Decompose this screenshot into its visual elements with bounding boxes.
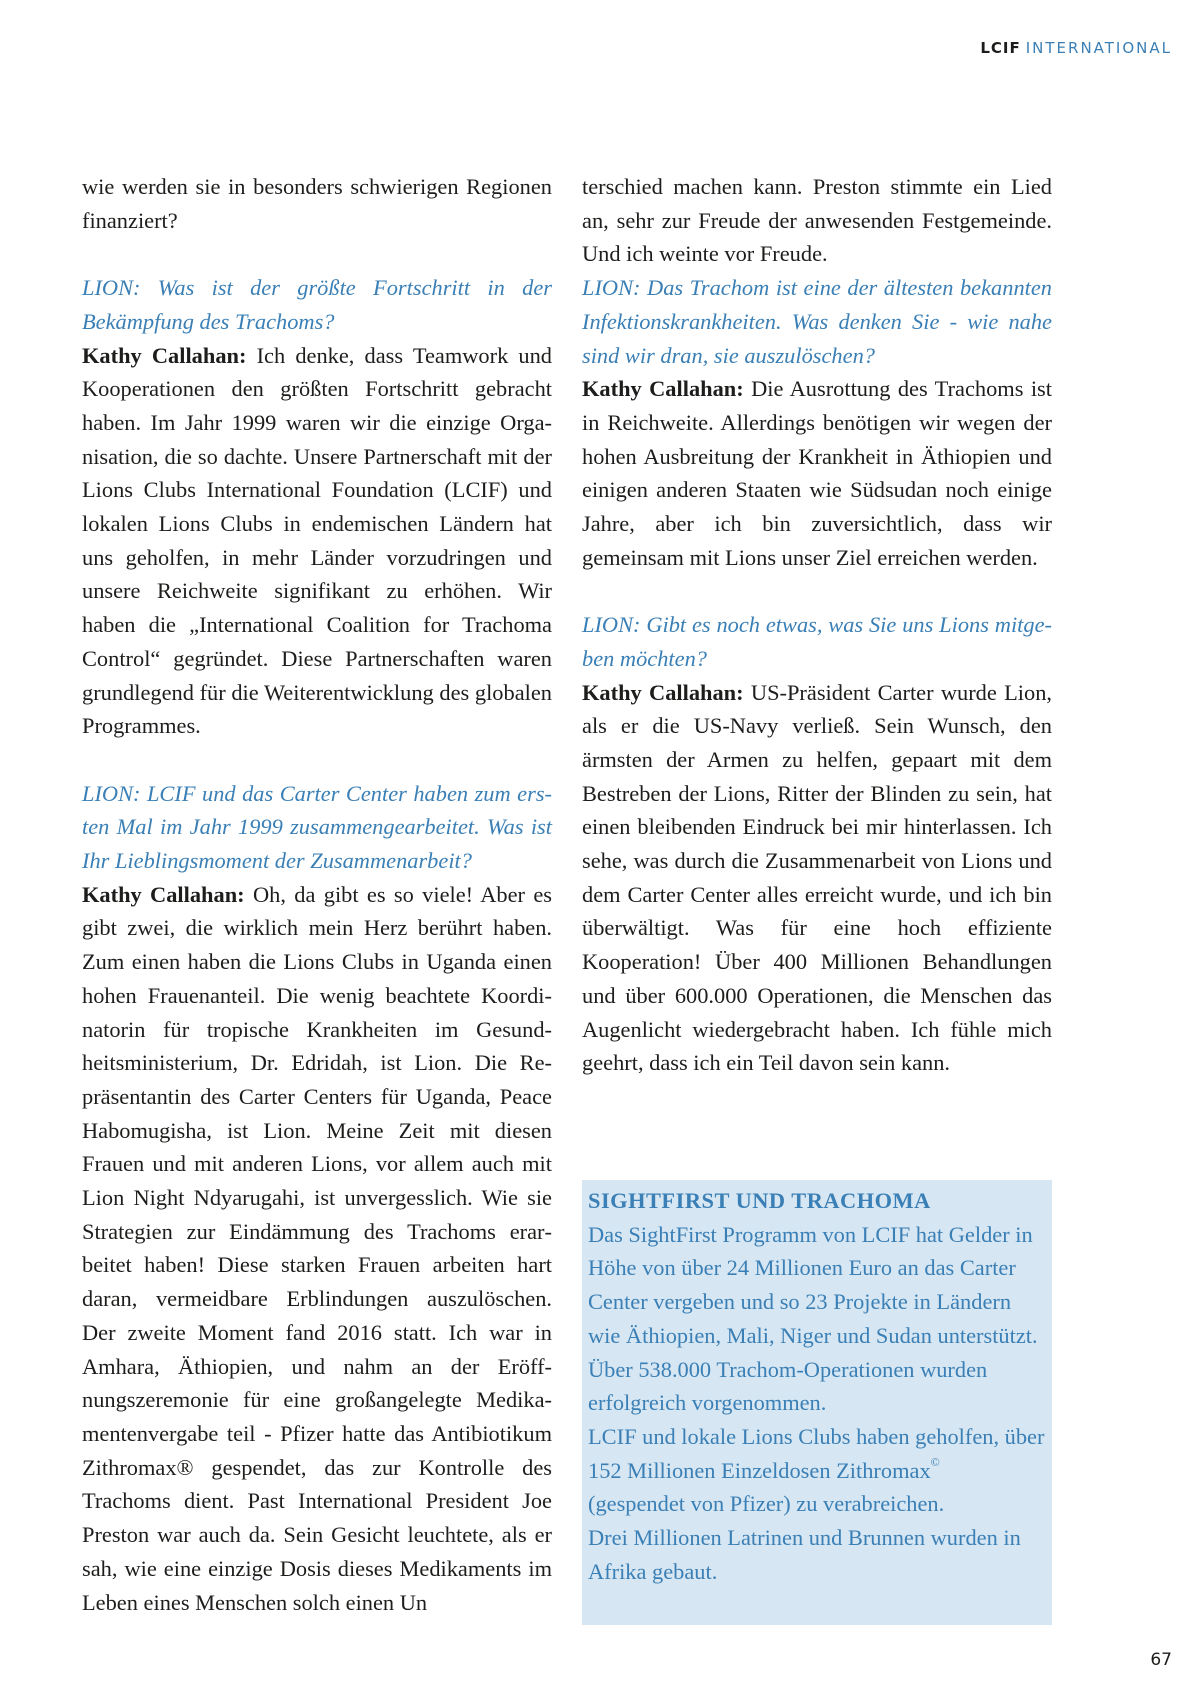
- paragraph-continuation: wie werden sie in besonders schwierigen Regionen finanziert?: [82, 174, 552, 233]
- interview-question: LION: Was ist der größte Fortschritt in der Bekämpfung des Trachoms?: [82, 275, 552, 334]
- info-box-text: (gespendet von Pfizer) zu verabreichen.: [588, 1491, 945, 1517]
- answer-text: Oh, da gibt es so viele! Aber es gibt zwei, die wirklich mein Herz berührt haben. Zum einen haben die Lions Clubs in Uganda einen hohen Frauenanteil. Die wenig beachtete Koordinatorin für tropische Krankheiten im Gesundheitsministerium, Dr. Edridah, ist Lion. Die Repräsentantin des Carter Centers für Uganda, Peace Habomugisha, ist Lion. Meine Zeit mit diesen Frauen und mit anderen Lions, vor allem auch mit Lion Night Ndyarugahi, ist unvergesslich. Wie sie Strategien zur Eindämmung des Trachoms erarbeitet haben! Diese starken Frauen arbeiten hart daran, vermeidbare Erblindungen auszulöschen. Der zweite Moment fand 2016 statt. Ich war in Amhara, Äthiopien, und nahm an der Eröffnungszeremonie für eine großangelegte Medikamentenvergabe teil - Pfizer hatte das Antibiotikum Zithromax® gespendet, das zur Kontrolle des Trachoms dient. Past International President Joe Preston war auch da. Sein Gesicht leuchtete, als er sah, wie eine einzige Dosis dieses Medikaments im Leben eines Menschen solch einen Un: [82, 881, 552, 1615]
- interview-question: LION: Das Trachom ist eine der ältesten bekannten Infektionskrankheiten. Was denken Sie - wie nahe sind wir dran, sie auszulöschen?: [582, 275, 1052, 368]
- answer-text: Ich denke, dass Teamwork und Kooperationen den größten Fortschritt gebracht haben. Im Jahr 1999 waren wir die einzige Organisation, die so dachte. Unsere Partnerschaft mit der Lions Clubs International Foundation (LCIF) und lokalen Lions Clubs in endemischen Ländern hat uns geholfen, in mehr Länder vorzudringen und unsere Reichweite signifikant zu erhöhen. Wir haben die „International Coalition for Trachoma Control“ gegründet. Diese Partnerschaften waren grundlegend für die Weiterentwicklung des globalen Programmes.: [82, 342, 552, 739]
- info-box-paragraph: Das SightFirst Programm von LCIF hat Gelder in Höhe von über 24 Millionen Euro an das Carter Center vergeben und so 23 Projekte in Ländern wie Äthiopien, Mali, Niger und Sudan unterstützt.: [588, 1221, 1038, 1348]
- header-section: INTERNATIONAL: [1025, 39, 1172, 57]
- interview-answer: [82, 339, 552, 743]
- running-header: [980, 38, 1172, 58]
- info-box-text: LCIF und lokale Lions Clubs haben geholfen, über 152 Millionen Einzeldosen Zithromax: [588, 1423, 1045, 1483]
- interview-answer: [82, 878, 552, 1619]
- interview-answer: [582, 372, 1052, 574]
- interview-question: LION: LCIF und das Carter Center haben zum ersten Mal im Jahr 1999 zusammengearbeitet. Was ist Ihr Lieblingsmoment der Zusammenarbeit?: [82, 780, 552, 874]
- speaker-name: Kathy Callahan:: [82, 342, 247, 368]
- answer-text: Die Ausrottung des Trachoms ist in Reichweite. Allerdings benötigen wir wegen der hohen Ausbreitung der Krankheit in Äthiopien und einigen anderen Staaten wie Südsudan noch einige Jahre, aber ich bin zuversichtlich, dass wir gemeinsam mit Lions unser Ziel erreichen werden.: [582, 376, 1052, 570]
- answer-continuation: terschied machen kann. Preston stimmte ein Lied an, sehr zur Freude der anwesenden Festgemeinde. Und ich weinte vor Freude.: [582, 174, 1052, 267]
- header-brand: LCIF: [980, 39, 1021, 57]
- info-box-paragraph: Drei Millionen Latrinen und Brunnen wurden in Afrika gebaut.: [588, 1525, 1021, 1584]
- speaker-name: Kathy Callahan:: [82, 881, 245, 907]
- speaker-name: Kathy Callahan:: [582, 679, 744, 705]
- answer-text: US-Präsident Carter wurde Lion, als er die US-Navy verließ. Sein Wunsch, den ärmsten der Armen zu helfen, gepaart mit dem Bestreben der Lions, Ritter der Blinden zu sein, hat einen bleibenden Eindruck bei mir hinterlassen. Ich sehe, was durch die Zusammenarbeit von Lions und dem Carter Center alles erreicht wurde, und ich bin überwältigt. Was für eine hoch effiziente Kooperation! Über 400 Millionen Behandlungen und über 600.000 Operationen, die Menschen das Augenlicht wiedergebracht haben. Ich fühle mich geehrt, dass ich ein Teil davon sein kann.: [582, 679, 1053, 1076]
- page-number: 67: [1150, 1650, 1172, 1670]
- interview-question: LION: Gibt es noch etwas, was Sie uns Lions mitgeben möchten?: [582, 612, 1052, 671]
- interview-answer: [582, 676, 1052, 1080]
- article-column-left: [82, 170, 552, 1619]
- info-box-paragraph: Über 538.000 Trachom-Operationen wurden erfolgreich vorgenommen.: [588, 1356, 988, 1416]
- copyright-mark: ©: [930, 1454, 940, 1469]
- info-box-title: SIGHTFIRST UND TRACHOMA: [588, 1188, 931, 1213]
- article-column-right: [582, 170, 1052, 1080]
- speaker-name: Kathy Callahan:: [582, 376, 744, 402]
- info-box-sightfirst: [582, 1180, 1052, 1625]
- info-box-paragraph: [588, 1420, 1046, 1521]
